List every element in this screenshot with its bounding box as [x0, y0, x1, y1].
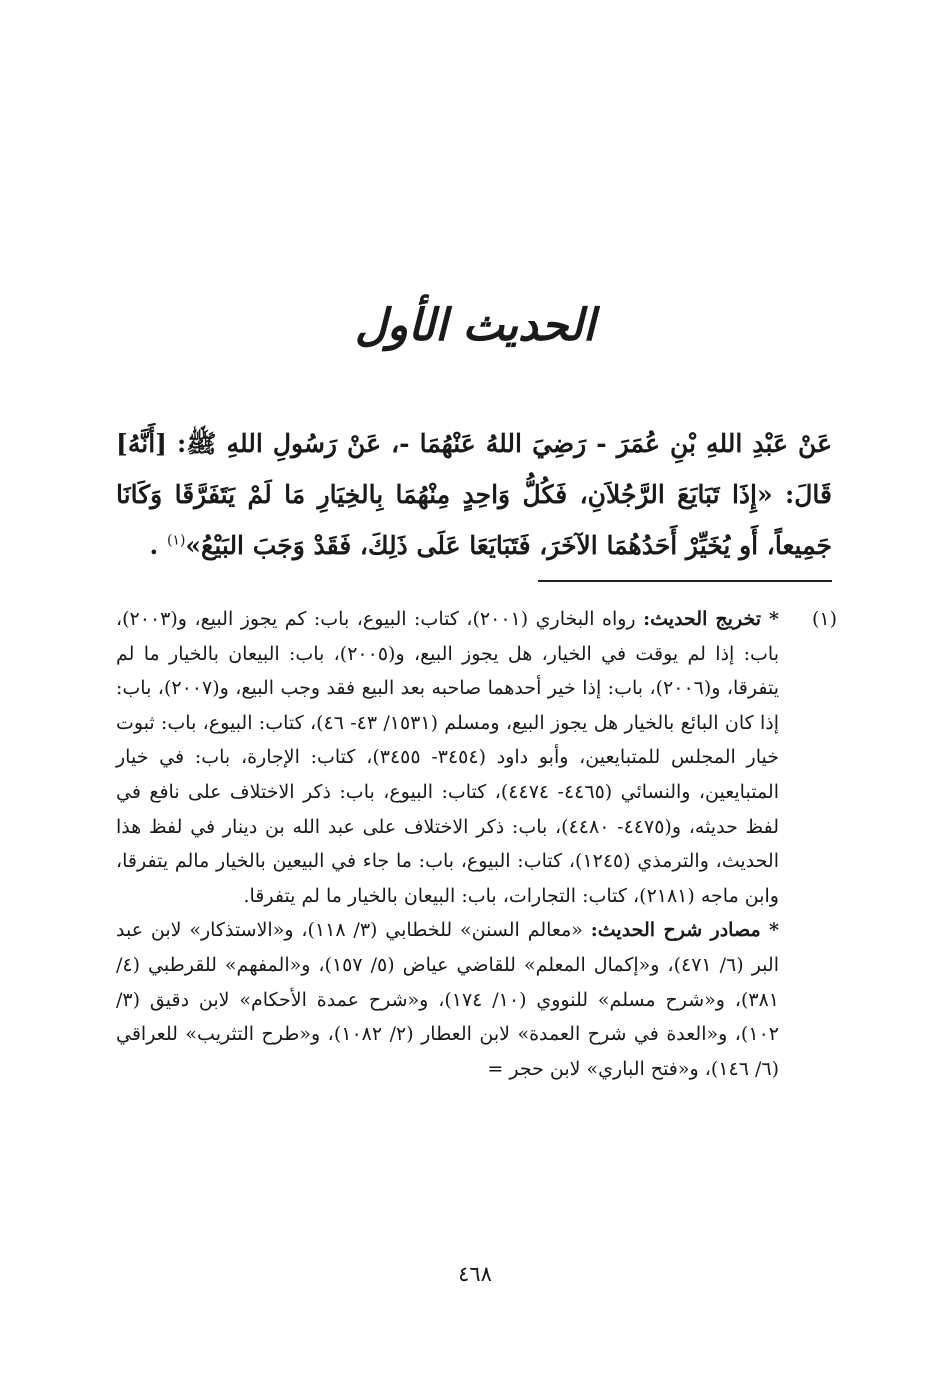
footnote-section-takhrij — [116, 602, 779, 913]
section-label: * تخريج الحديث: — [643, 608, 779, 630]
footnote-item — [116, 602, 837, 1086]
footnote-body — [116, 602, 779, 1086]
hadith-text-block — [116, 418, 832, 571]
chapter-title: الحديث الأول — [354, 300, 596, 351]
section-label: * مصادر شرح الحديث: — [590, 919, 779, 942]
section-text: رواه البخاري (٢٠٠١)، كتاب: البيوع، باب: كم يجوز البيع، و(٢٠٠٣)، باب: إذا لم يوقت في الخيار، هل يجوز البيع، و(٢٠٠٥)، باب: البيعان بالخيار ما لم يتفرقا، و(٢٠٠٦)، باب: إذا خير أحدهما صاحبه بعد البيع فقد وجب البيع، و(٢٠٠٧)، باب: إذا كان البائع بالخيار هل يجوز البيع، ومسلم (١٥٣١/ ٤٣- ٤٦)، كتاب: البيوع، باب: ثبوت خيار المجلس للمتبايعين، وأبو داود (٣٤٥٤- ٣٤٥٥)، كتاب: الإجارة، باب: في خيار المتبايعين، والنسائي (٤٤٦٥- ٤٤٧٤)، كتاب: البيوع، باب: ذكر الاختلاف على نافع في لفظ حديثه، و(٤٤٧٥- ٤٤٨٠)، باب: ذكر الاختلاف على عبد الله بن دينار في لفظ هذا الحديث، والترمذي (١٢٤٥)، كتاب: البيوع، باب: ما جاء في البيعين بالخيار مالم يتفرقا، وابن ماجه (٢١٨١)، كتاب: التجارات، باب: البيعان بالخيار ما لم يتفرقا. — [116, 608, 780, 907]
footnotes — [116, 602, 837, 1086]
hadith-footnote-ref[interactable]: (١) — [166, 532, 186, 549]
section-text: «معالم السنن» للخطابي (٣/ ١١٨)، و«الاستذكار» لابن عبد البر (٦/ ٤٧١)، و«إكمال المعلم» للقاضي عياض (٥/ ١٥٧)، و«المفهم» للقرطبي (٤/ ٣٨١)، و«شرح مسلم» للنووي (١٠/ ١٧٤)، و«شرح عمدة الأحكام» لابن دقيق (٣/ ١٠٢)، و«العدة في شرح العمدة» لابن العطار (٢/ ١٠٨٢)، و«طرح التثريب» للعراقي (٦/ ١٤٦)، و«فتح الباري» لابن حجر = — [116, 919, 779, 1080]
footnote-separator — [538, 580, 832, 582]
footnote-marker: (١) — [811, 608, 837, 630]
page-number: ٤٦٨ — [458, 1262, 492, 1286]
hadith-text: عَنْ عَبْدِ اللهِ بْنِ عُمَرَ - رَضِيَ اللهُ عَنْهُمَا -، عَنْ رَسُولِ اللهِ ﷺ: [أَنَّهُ] قَالَ: «إِذَا تَبَايَعَ الرَّجُلاَنِ، فَكُلُّ وَاحِدٍ مِنْهُمَا بِالخِيَارِ مَا لَمْ يَتَفَرَّقَا وَكَانَا جَمِيعاً، أَو يُخَيِّرْ أَحَدُهُمَا الآخَرَ، فَتَبَايَعَا عَلَى ذَلِكَ، فَقَدْ وَجَبَ البَيْعُ» — [116, 429, 832, 560]
footnote-section-sources — [116, 913, 779, 1086]
hadith-end-punctuation: . — [149, 531, 159, 560]
